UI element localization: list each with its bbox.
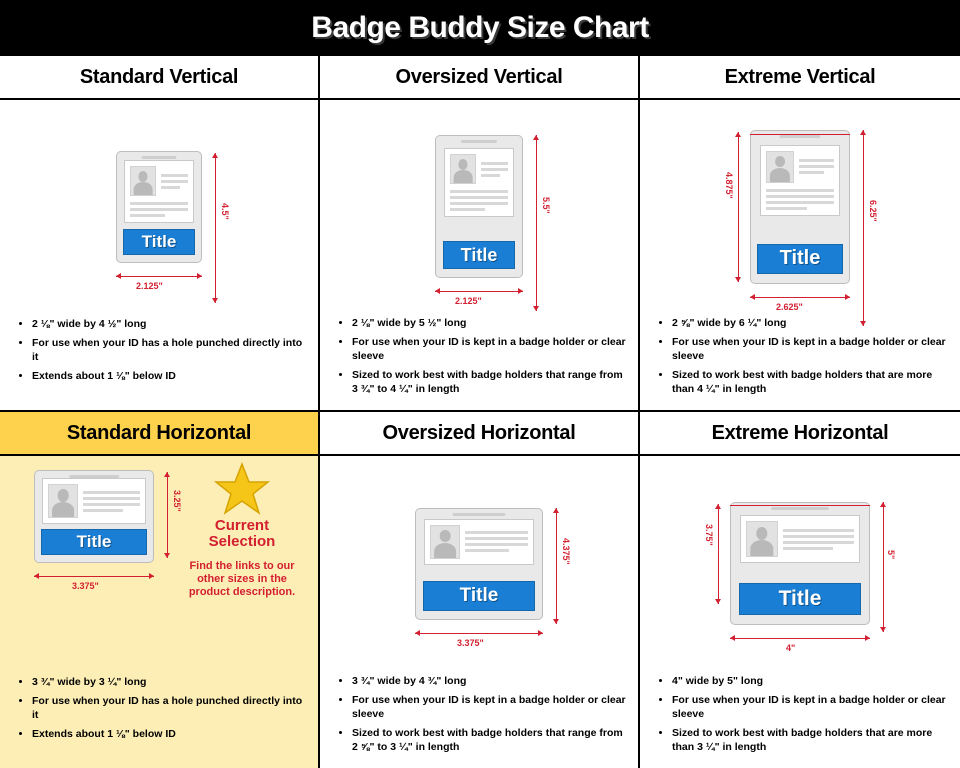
cell-body-oversized-vertical [320,100,638,410]
width-guide-line [435,291,523,292]
page-title: Badge Buddy Size Chart [311,11,649,44]
height-guide-line [556,508,557,624]
id-card [424,519,534,565]
cell-heading-label: Oversized Horizontal [382,421,576,444]
list-item: • For use when your ID has a hole punched directly into it [32,337,308,365]
selection-title-line1: Current [214,517,270,534]
current-selection-callout [176,462,308,599]
height-dimension-label: 3.25" [172,490,182,512]
size-grid [0,56,960,768]
selection-title-line2: Selection [208,532,276,550]
cell-extreme-horizontal[interactable] [640,412,960,768]
badge-art-extreme-horizontal [640,456,960,671]
holder-slot [453,513,506,516]
cell-heading-extreme-vertical [640,56,960,100]
cell-heading-extreme-horizontal [640,412,960,456]
list-item: • Sized to work best with badge holders that are more than 4 ¼" in length [672,369,950,397]
cell-heading-label: Extreme Vertical [724,65,876,88]
height-dimension-label: 6.25" [868,199,878,222]
bullet-list-standard-vertical [0,314,318,410]
list-item: • 4" wide by 5" long [672,675,950,689]
width-dimension-label: 3.375" [457,637,484,648]
chart-title-bar [0,0,960,56]
cell-standard-vertical[interactable] [0,56,320,412]
list-item: • 2 ⅛" wide by 4 ½" long [32,318,308,332]
cell-heading-label: Oversized Vertical [395,65,563,88]
height-guide-line [167,472,168,558]
inner-height-guide-line [718,504,719,604]
bullet-list-oversized-vertical [320,313,638,410]
width-dimension-label: 2.625" [776,301,803,312]
list-item: • Extends about 1 ⅛" below ID [32,728,308,742]
badge-title-block: Title [739,583,861,615]
bullet-list-standard-horizontal [0,672,318,768]
list-item: • For use when your ID has a hole punched directly into it [32,695,308,723]
badge-title-block: Title [123,229,195,255]
width-dimension-label: 3.375" [72,581,99,591]
inner-height-dimension-label: 4.875" [724,171,734,199]
cell-body-extreme-vertical [640,100,960,410]
cell-body-oversized-horizontal [320,456,638,768]
inner-height-guide-line [738,132,739,282]
bullet-list-oversized-horizontal [320,671,638,768]
list-item: • For use when your ID is kept in a badge holder or clear sleeve [352,336,628,364]
inner-height-dimension-label: 3.75" [704,524,714,546]
badge-holder [435,135,523,278]
id-card [444,148,514,217]
height-guide-line [883,502,884,632]
cell-body-standard-horizontal [0,456,318,768]
badge-holder [750,130,850,284]
cell-standard-horizontal[interactable] [0,412,320,768]
id-card [42,478,146,524]
cell-heading-label: Standard Horizontal [66,421,252,444]
badge-title-block: Title [757,244,843,274]
badge-holder [34,470,154,563]
height-guide-line [863,130,864,326]
width-dimension-label: 4" [786,643,796,654]
badge-art-standard-vertical [0,100,318,314]
holder-slot [771,507,829,510]
height-dimension-label: 5" [886,550,896,560]
photo-placeholder-icon [48,484,78,518]
star-icon [214,462,270,516]
height-guide-line [215,153,216,303]
badge-title-block: Title [423,581,535,611]
bullet-list-extreme-vertical [640,313,960,410]
photo-placeholder-icon [430,525,460,559]
holder-slot [141,156,176,159]
width-guide-line [750,297,850,298]
height-dimension-label: 4.5" [220,203,230,220]
id-card [760,145,840,216]
holder-slot [779,135,820,138]
list-item: • 2 ⅝" wide by 6 ¼" long [672,317,950,331]
list-item: • For use when your ID is kept in a badge holder or clear sleeve [352,694,628,722]
badge-holder [415,508,543,620]
width-guide-line [34,576,154,577]
list-item: • 2 ⅛" wide by 5 ½" long [352,317,628,331]
photo-placeholder-icon [746,521,778,557]
width-guide-line [116,276,202,277]
list-item: • Sized to work best with badge holders that range from 2 ⅝" to 3 ¼" in length [352,727,628,755]
photo-placeholder-icon [130,166,156,196]
badge-title-block: Title [443,241,515,269]
width-dimension-label: 2.125" [136,281,163,291]
list-item: • For use when your ID is kept in a badge holder or clear sleeve [672,336,950,364]
id-card [124,160,194,223]
list-item: • Extends about 1 ⅛" below ID [32,370,308,384]
cell-heading-label: Extreme Horizontal [711,421,889,444]
badge-title-block: Title [41,529,147,555]
bullet-list-extreme-horizontal [640,671,960,768]
cell-body-standard-vertical [0,100,318,410]
width-dimension-label: 2.125" [455,296,482,307]
selection-note: Find the links to our other sizes in the product description. [188,559,296,598]
cell-heading-oversized-vertical [320,56,638,100]
list-item: • 3 ¾" wide by 3 ¼" long [32,676,308,690]
width-guide-line [730,638,870,639]
list-item: • 3 ¾" wide by 4 ¾" long [352,675,628,689]
height-dimension-label: 5.5" [541,197,551,214]
cell-body-extreme-horizontal [640,456,960,768]
cell-oversized-horizontal[interactable] [320,412,640,768]
badge-art-extreme-vertical [640,100,960,313]
cell-heading-oversized-horizontal [320,412,638,456]
id-card [740,515,860,563]
top-guide-line [730,505,870,506]
holder-slot [461,140,497,143]
top-guide-line [750,134,850,135]
holder-slot [69,475,119,478]
cell-heading-standard-horizontal [0,412,318,456]
badge-art-oversized-horizontal [320,456,638,671]
badge-holder [116,151,202,263]
list-item: • For use when your ID is kept in a badge holder or clear sleeve [672,694,950,722]
cell-oversized-vertical[interactable] [320,56,640,412]
photo-placeholder-icon [450,154,476,184]
photo-placeholder-icon [766,151,794,183]
height-dimension-label: 4.375" [561,537,571,565]
badge-holder [730,502,870,625]
height-guide-line [536,135,537,311]
cell-extreme-vertical[interactable] [640,56,960,412]
cell-heading-standard-vertical [0,56,318,100]
list-item: • Sized to work best with badge holders that are more than 3 ¼" in length [672,727,950,755]
list-item: • Sized to work best with badge holders that range from 3 ¾" to 4 ¼" in length [352,369,628,397]
badge-art-oversized-vertical [320,100,638,313]
width-guide-line [415,633,543,634]
cell-heading-label: Standard Vertical [79,65,239,88]
